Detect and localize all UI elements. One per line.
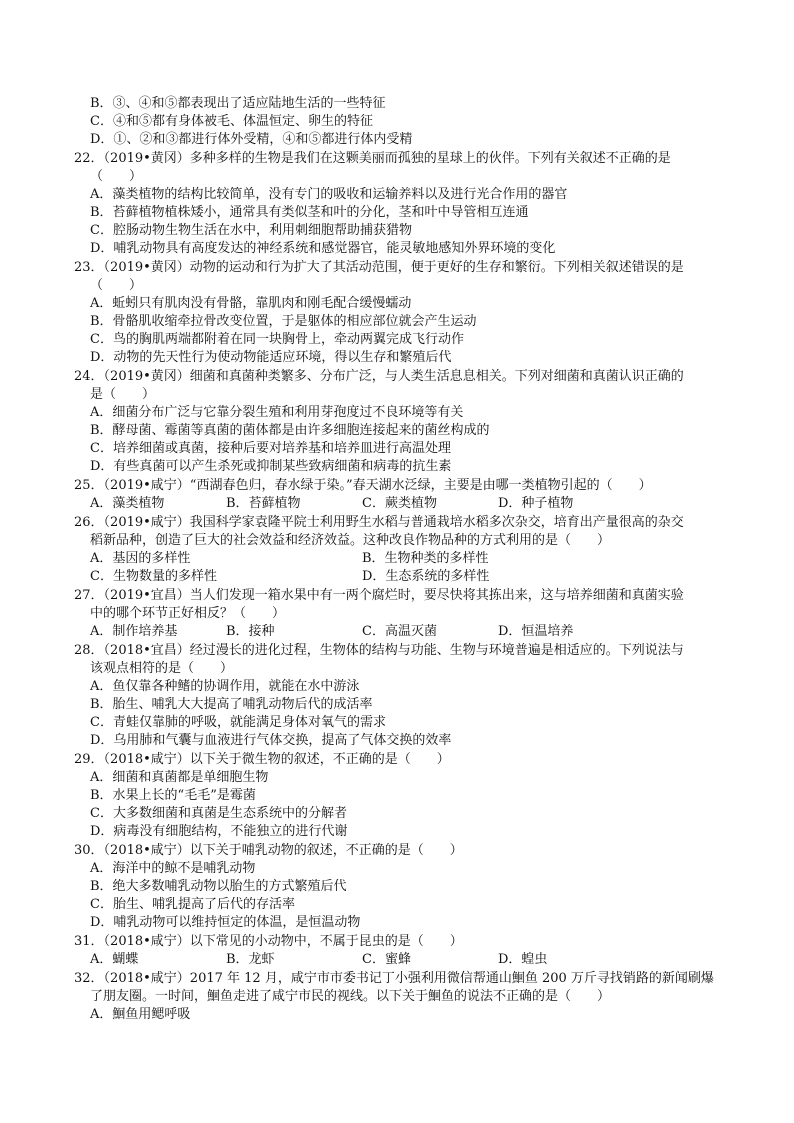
q30-stem: 30．（2018•咸宁）以下关于哺乳动物的叙述，不正确的是（ ） [74,843,463,858]
q26-option-c: C．生物数量的多样性 [90,569,217,584]
q31-option-a: A．蝴蝶 [90,952,139,967]
q25-option-c: C．蕨类植物 [362,496,437,511]
q31-options [90,951,724,969]
q27-option-c: C．高温灭菌 [362,624,437,639]
q26-option-b: B．生物种类的多样性 [362,551,489,566]
q30-option-a: A．海洋中的鲸不是哺乳动物 [90,861,256,876]
q25-option-b: B．苔藓植物 [226,496,301,511]
q27-cont: 中的哪个环节正好相反？（ ） [90,606,286,621]
q24-option-b: B．酵母菌、霉菌等真菌的菌体都是由许多细胞连接起来的菌丝构成的 [90,423,490,438]
q29-option-a: A．细菌和真菌都是单细胞生物 [90,770,269,785]
q27-option-d: D．恒温培养 [498,624,574,639]
q23-stem: 23．（2019•黄冈）动物的运动和行为扩大了其活动范围，便于更好的生存和繁衍。下列相关叙述错误的是 [74,260,684,275]
q25-stem: 25．（2019•咸宁）“西湖春色归，春水绿于染。”春天湖水泛绿，主要是由哪一类植物引起的（ ） [74,478,652,493]
q27-options [90,623,724,641]
q30-option-d: D．哺乳动物可以维持恒定的体温，是恒温动物 [90,915,361,930]
q28-cont: 该观点相符的是（ ） [90,661,234,676]
q28-stem: 28．（2018•宜昌）经过漫长的进化过程，生物体的结构与功能、生物与环境普遍是相适应的。下列说法与 [74,643,684,658]
q25-option-d: D．种子植物 [498,496,574,511]
q24-option-c: C．培养细菌或真菌，接种后要对培养基和培养皿进行高温处理 [90,441,451,456]
q30-option-c: C．胎生、哺乳提高了后代的存活率 [90,897,295,912]
q32-option-a: A．鮰鱼用鳃呼吸 [90,1007,191,1022]
q24-option-d: D．有些真菌可以产生杀死或抑制某些致病细菌和病毒的抗生素 [90,459,452,474]
q32-cont: 了朋友圈。一时间，鮰鱼走进了咸宁市民的视线。以下关于鮰鱼的说法不正确的是（ ） [90,989,611,1004]
q29-option-c: C．大多数细菌和真菌是生态系统中的分解者 [90,806,347,821]
q27-option-b: B．接种 [226,624,275,639]
q23-option-d: D．动物的先天性行为使动物能适应环境，得以生存和繁殖后代 [90,350,452,365]
q28-option-c: C．青蛙仅靠肺的呼吸，就能满足身体对氧气的需求 [90,715,386,730]
q22-stem: 22．（2019•黄冈）多种多样的生物是我们在这颗美丽而孤独的星球上的伙伴。下列有关叙述不正确的是 [74,151,671,166]
prev-option-b: B．③、④和⑤都表现出了适应陆地生活的一些特征 [90,96,386,111]
q25-option-a: A．藻类植物 [90,496,165,511]
q28-option-a: A．鱼仅靠各种鳍的协调作用，就能在水中游泳 [90,679,360,694]
q22-blank: （ ） [90,169,143,184]
q26-cont: 稻新品种，创造了巨大的社会效益和经济效益。这种改良作物品种的方式利用的是（ ） [90,533,611,548]
q25-options [90,495,724,513]
q23-option-c: C．鸟的胸肌两端都附着在同一块胸骨上，牵动两翼完成飞行动作 [90,332,464,347]
prev-option-d: D．①、②和③都进行体外受精，④和⑤都进行体内受精 [90,132,413,147]
q26-options-row2 [90,568,724,586]
q26-option-a: A．基因的多样性 [90,551,191,566]
q28-option-b: B．胎生、哺乳大大提高了哺乳动物后代的成活率 [90,697,373,712]
q31-option-d: D．蝗虫 [498,952,548,967]
q22-option-a: A．藻类植物的结构比较简单，没有专门的吸收和运输养料以及进行光合作用的器官 [90,187,568,202]
q27-stem: 27．（2019•宜昌）当人们发现一箱水果中有一两个腐烂时，要尽快将其拣出来，这与培养细菌和真菌实验 [74,588,684,603]
q22-option-c: C．腔肠动物生物生活在水中，利用刺细胞帮助捕获猎物 [90,223,412,238]
q24-stem: 24．（2019•黄冈）细菌和真菌种类繁多、分布广泛，与人类生活息息相关。下列对细菌和真菌认识正确的 [74,369,684,384]
q26-option-d: D．生态系统的多样性 [362,569,490,584]
q31-option-c: C．蜜蜂 [362,952,411,967]
q22-option-d: D．哺乳动物具有高度发达的神经系统和感觉器官，能灵敏地感知外界环境的变化 [90,241,556,256]
q22-option-b: B．苔藓植物植株矮小，通常具有类似茎和叶的分化，茎和叶中导管相互连通 [90,205,529,220]
q26-options-row1 [90,550,724,568]
q31-option-b: B．龙虾 [226,952,275,967]
q24-option-a: A．细菌分布广泛与它靠分裂生殖和利用芽孢度过不良环境等有关 [90,405,464,420]
q24-cont: 是（ ） [90,387,156,402]
q27-option-a: A．制作培养基 [90,624,178,639]
q31-stem: 31．（2018•咸宁）以下常见的小动物中，不属于昆虫的是（ ） [74,934,463,949]
q23-option-a: A．蚯蚓只有肌肉没有骨骼，靠肌肉和刚毛配合缓慢蠕动 [90,296,412,311]
q26-stem: 26．（2019•咸宁）我国科学家袁隆平院士利用野生水稻与普通栽培水稻多次杂交，培育出产量很高的杂交 [74,515,684,530]
q28-option-d: D．乌用肺和气囊与血液进行气体交换，提高了气体交换的效率 [90,733,452,748]
q29-option-b: B．水果上长的“毛毛”是霉菌 [90,788,256,803]
prev-option-c: C．④和⑤都有身体被毛、体温恒定、卵生的特征 [90,114,373,129]
q30-option-b: B．绝大多数哺乳动物以胎生的方式繁殖后代 [90,879,347,894]
q23-option-b: B．骨骼肌收缩牵拉骨改变位置，于是躯体的相应部位就会产生运动 [90,314,477,329]
q23-blank: （ ） [90,278,143,293]
q29-stem: 29．（2018•咸宁）以下关于微生物的叙述，不正确的是（ ） [74,752,450,767]
q32-stem: 32．（2018•咸宁）2017 年 12 月，咸宁市市委书记丁小强利用微信帮通山鮰鱼 200 万斤寻找销路的新闻刷爆 [74,971,714,986]
q29-option-d: D．病毒没有细胞结构，不能独立的进行代谢 [90,824,348,839]
